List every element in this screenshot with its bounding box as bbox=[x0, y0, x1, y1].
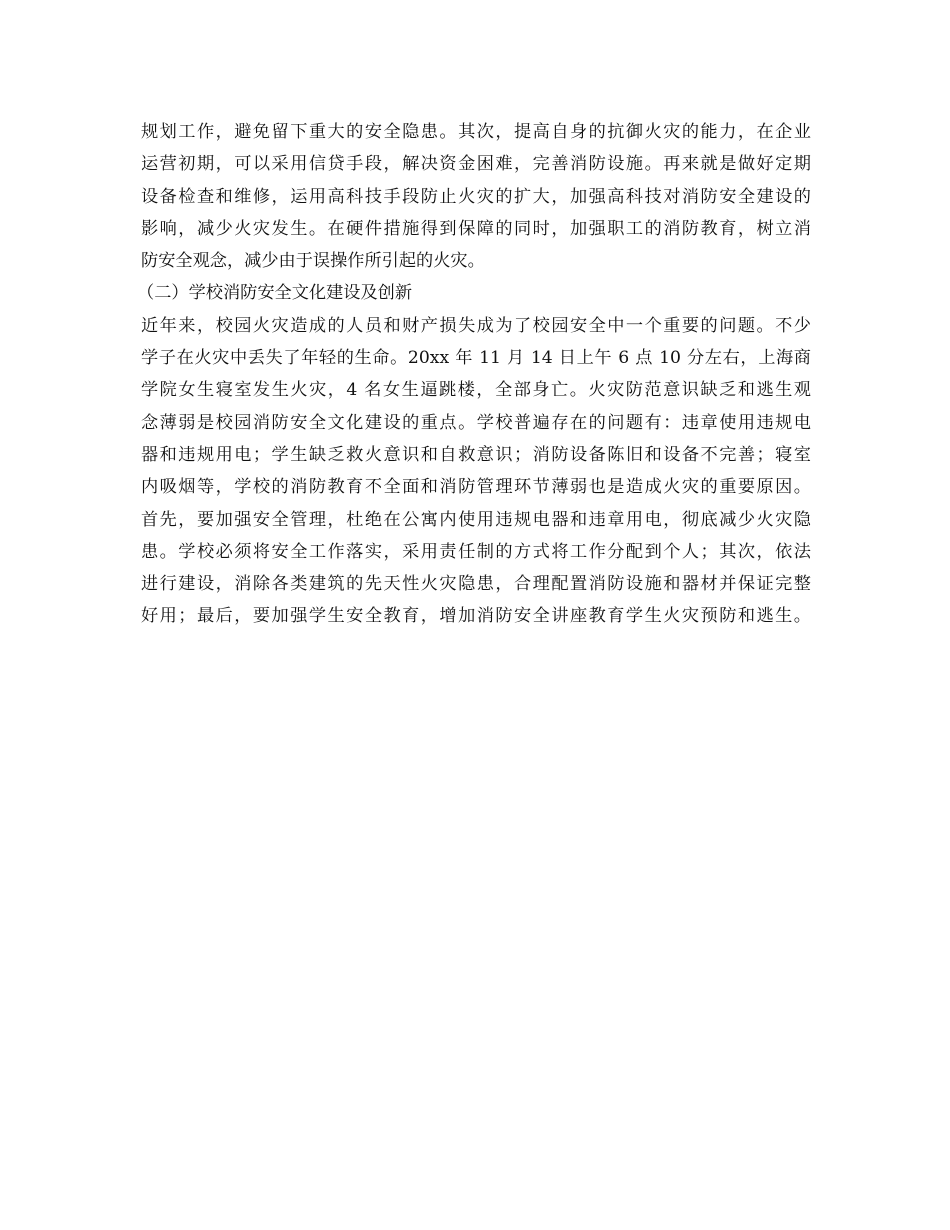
text-line: 影响，减少火灾发生。在硬件措施得到保障的同时，加强职工的消防教育，树立消 bbox=[141, 218, 811, 239]
text-line: 器和违规用电；学生缺乏救火意识和自救意识；消防设备陈旧和设备不完善；寝室 bbox=[141, 444, 811, 465]
section-heading: （二）学校消防安全文化建设及创新 bbox=[137, 283, 413, 304]
text-line: 防安全观念，减少由于误操作所引起的火灾。 bbox=[141, 251, 485, 272]
document-body bbox=[137, 116, 811, 633]
text-line: 运营初期，可以采用信贷手段，解决资金困难，完善消防设施。再来就是做好定期 bbox=[141, 154, 811, 175]
paragraph-school-fire-safety bbox=[141, 310, 811, 633]
text-line: 学子在火灾中丢失了年轻的生命。20xx 年 11 月 14 日上午 6 点 10 分左右，上海商 bbox=[141, 348, 811, 369]
text-line: 念薄弱是校园消防安全文化建设的重点。学校普遍存在的问题有：违章使用违规电 bbox=[141, 412, 811, 433]
text-line: 患。学校必须将安全工作落实，采用责任制的方式将工作分配到个人；其次，依法 bbox=[141, 541, 811, 562]
text-line: 学院女生寝室发生火灾，4 名女生逼跳楼，全部身亡。火灾防范意识缺乏和逃生观 bbox=[141, 380, 811, 401]
text-line: 内吸烟等，学校的消防教育不全面和消防管理环节薄弱也是造成火灾的重要原因。 bbox=[141, 477, 811, 498]
text-line: 设备检查和维修，运用高科技手段防止火灾的扩大，加强高科技对消防安全建设的 bbox=[141, 186, 811, 207]
text-line: 进行建设，消除各类建筑的先天性火灾隐患，合理配置消防设施和器材并保证完整 bbox=[141, 574, 811, 595]
text-line: 规划工作，避免留下重大的安全隐患。其次，提高自身的抗御火灾的能力，在企业 bbox=[141, 122, 811, 142]
text-line: 近年来，校园火灾造成的人员和财产损失成为了校园安全中一个重要的问题。不少 bbox=[141, 315, 811, 336]
text-line: 首先，要加强安全管理，杜绝在公寓内使用违规电器和违章用电，彻底减少火灾隐 bbox=[141, 509, 811, 530]
text-line: 好用；最后，要加强学生安全教育，增加消防安全讲座教育学生火灾预防和逃生。 bbox=[141, 606, 811, 627]
paragraph-fire-prevention-enterprise bbox=[141, 116, 811, 277]
